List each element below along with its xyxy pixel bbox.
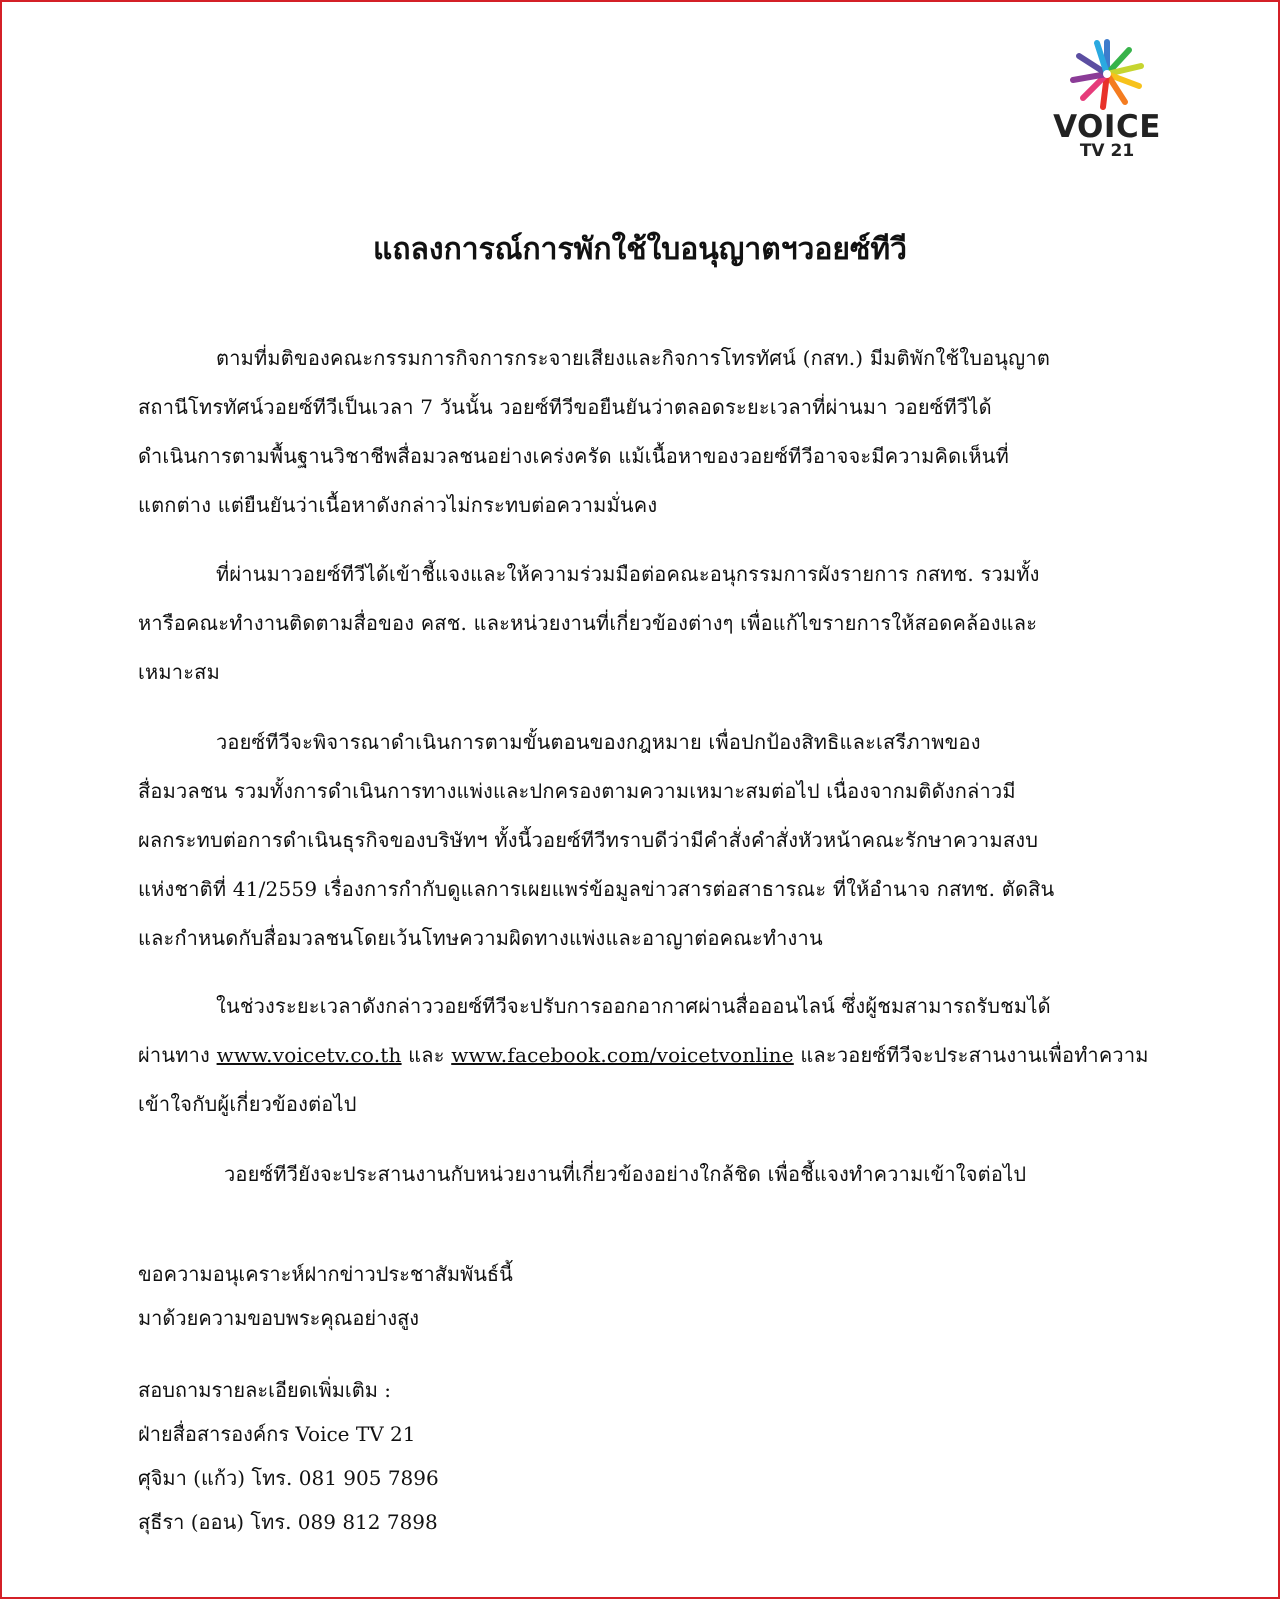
- paragraph-line: ตามที่มติของคณะกรรมการกิจการกระจายเสียงและกิจการโทรทัศน์ (กสท.) มีมติพักใช้ใบอนุญาต: [216, 346, 1051, 370]
- paragraph-line: ในช่วงระยะเวลาดังกล่าววอยซ์ทีวีจะปรับการออกอากาศผ่านสื่อออนไลน์ ซึ่งผู้ชมสามารถรับชมได้: [216, 994, 1051, 1018]
- voicetv-website-link[interactable]: www.voicetv.co.th: [216, 1043, 402, 1067]
- paragraph-3: [138, 718, 1138, 963]
- paragraph-4: [138, 982, 1149, 1129]
- starburst-icon: [1067, 38, 1147, 110]
- text-fragment: และวอยซ์ทีวีจะประสานงานเพื่อทำความ: [800, 1043, 1149, 1067]
- closing-line: ขอความอนุเคราะห์ฝากข่าวประชาสัมพันธ์นี้: [138, 1262, 513, 1286]
- contact-heading: สอบถามรายละเอียดเพิ่มเติม :: [138, 1378, 391, 1402]
- paragraph-line: และกำหนดกับสื่อมวลชนโดยเว้นโทษความผิดทางแพ่งและอาญาต่อคณะทำงาน: [138, 926, 823, 950]
- paragraph-line: ผลกระทบต่อการดำเนินธุรกิจของบริษัทฯ ทั้งนี้วอยซ์ทีวีทราบดีว่ามีคำสั่งคำสั่งหัวหน้าคณะรักษาความสงบ: [138, 828, 1039, 852]
- paragraph-line: สถานีโทรทัศน์วอยซ์ทีวีเป็นเวลา 7 วันนั้น วอยซ์ทีวีขอยืนยันว่าตลอดระยะเวลาที่ผ่านมา วอยซ์ทีวีได้: [138, 395, 992, 419]
- voice-tv-logo: [1052, 38, 1162, 168]
- closing-block: [138, 1252, 1038, 1340]
- statement-title: แถลงการณ์การพักใช้ใบอนุญาตฯวอยซ์ทีวี: [373, 232, 907, 267]
- facebook-page-link[interactable]: www.facebook.com/voicetvonline: [451, 1043, 794, 1067]
- logo-subtitle: TV 21: [1079, 141, 1135, 161]
- paragraph-line: [138, 1031, 1149, 1080]
- contact-line: ศุจิมา (แก้ว) โทร. 081 905 7896: [138, 1466, 439, 1490]
- paragraph-line: ที่ผ่านมาวอยซ์ทีวีได้เข้าชี้แจงและให้ความร่วมมือต่อคณะอนุกรรมการผังรายการ กสทช. รวมทั้ง: [216, 562, 1040, 586]
- text-fragment: และ: [408, 1043, 445, 1067]
- paragraph-2: [138, 550, 1138, 697]
- contact-block: [138, 1368, 1038, 1544]
- closing-line: มาด้วยความขอบพระคุณอย่างสูง: [138, 1306, 420, 1330]
- logo-wordmark: VOICE: [1053, 109, 1161, 145]
- text-fragment: ผ่านทาง: [138, 1043, 211, 1067]
- paragraph-line: เหมาะสม: [138, 660, 220, 684]
- paragraph-line: ดำเนินการตามพื้นฐานวิชาชีพสื่อมวลชนอย่างเคร่งครัด แม้เนื้อหาของวอยซ์ทีวีอาจจะมีความคิดเห็นที่: [138, 444, 1009, 468]
- paragraph-line: เข้าใจกับผู้เกี่ยวข้องต่อไป: [138, 1092, 357, 1116]
- paragraph-line: แตกต่าง แต่ยืนยันว่าเนื้อหาดังกล่าวไม่กระทบต่อความมั่นคง: [138, 493, 658, 517]
- paragraph-5: [138, 1150, 1138, 1199]
- paragraph-line: แห่งชาติที่ 41/2559 เรื่องการกำกับดูแลการเผยแพร่ข้อมูลข่าวสารต่อสาธารณะ ที่ให้อำนาจ กสทช. ตัดสิน: [138, 877, 1055, 901]
- paragraph-1: [138, 334, 1138, 530]
- paragraph-line: สื่อมวลชน รวมทั้งการดำเนินการทางแพ่งและปกครองตามความเหมาะสมต่อไป เนื่องจากมติดังกล่าวมี: [138, 779, 1016, 803]
- paragraph-line: หารือคณะทำงานติดตามสื่อของ คสช. และหน่วยงานที่เกี่ยวข้องต่างๆ เพื่อแก้ไขรายการให้สอดคล้องและ: [138, 611, 1038, 635]
- contact-line: ฝ่ายสื่อสารองค์กร Voice TV 21: [138, 1422, 416, 1446]
- contact-line: สุธีรา (ออน) โทร. 089 812 7898: [138, 1510, 438, 1534]
- paragraph-line: วอยซ์ทีวีจะพิจารณาดำเนินการตามขั้นตอนของกฎหมาย เพื่อปกป้องสิทธิและเสรีภาพของ: [216, 730, 981, 754]
- paragraph-line: วอยซ์ทีวียังจะประสานงานกับหน่วยงานที่เกี่ยวข้องอย่างใกล้ชิด เพื่อชี้แจงทำความเข้าใจต่อไป: [224, 1162, 1027, 1186]
